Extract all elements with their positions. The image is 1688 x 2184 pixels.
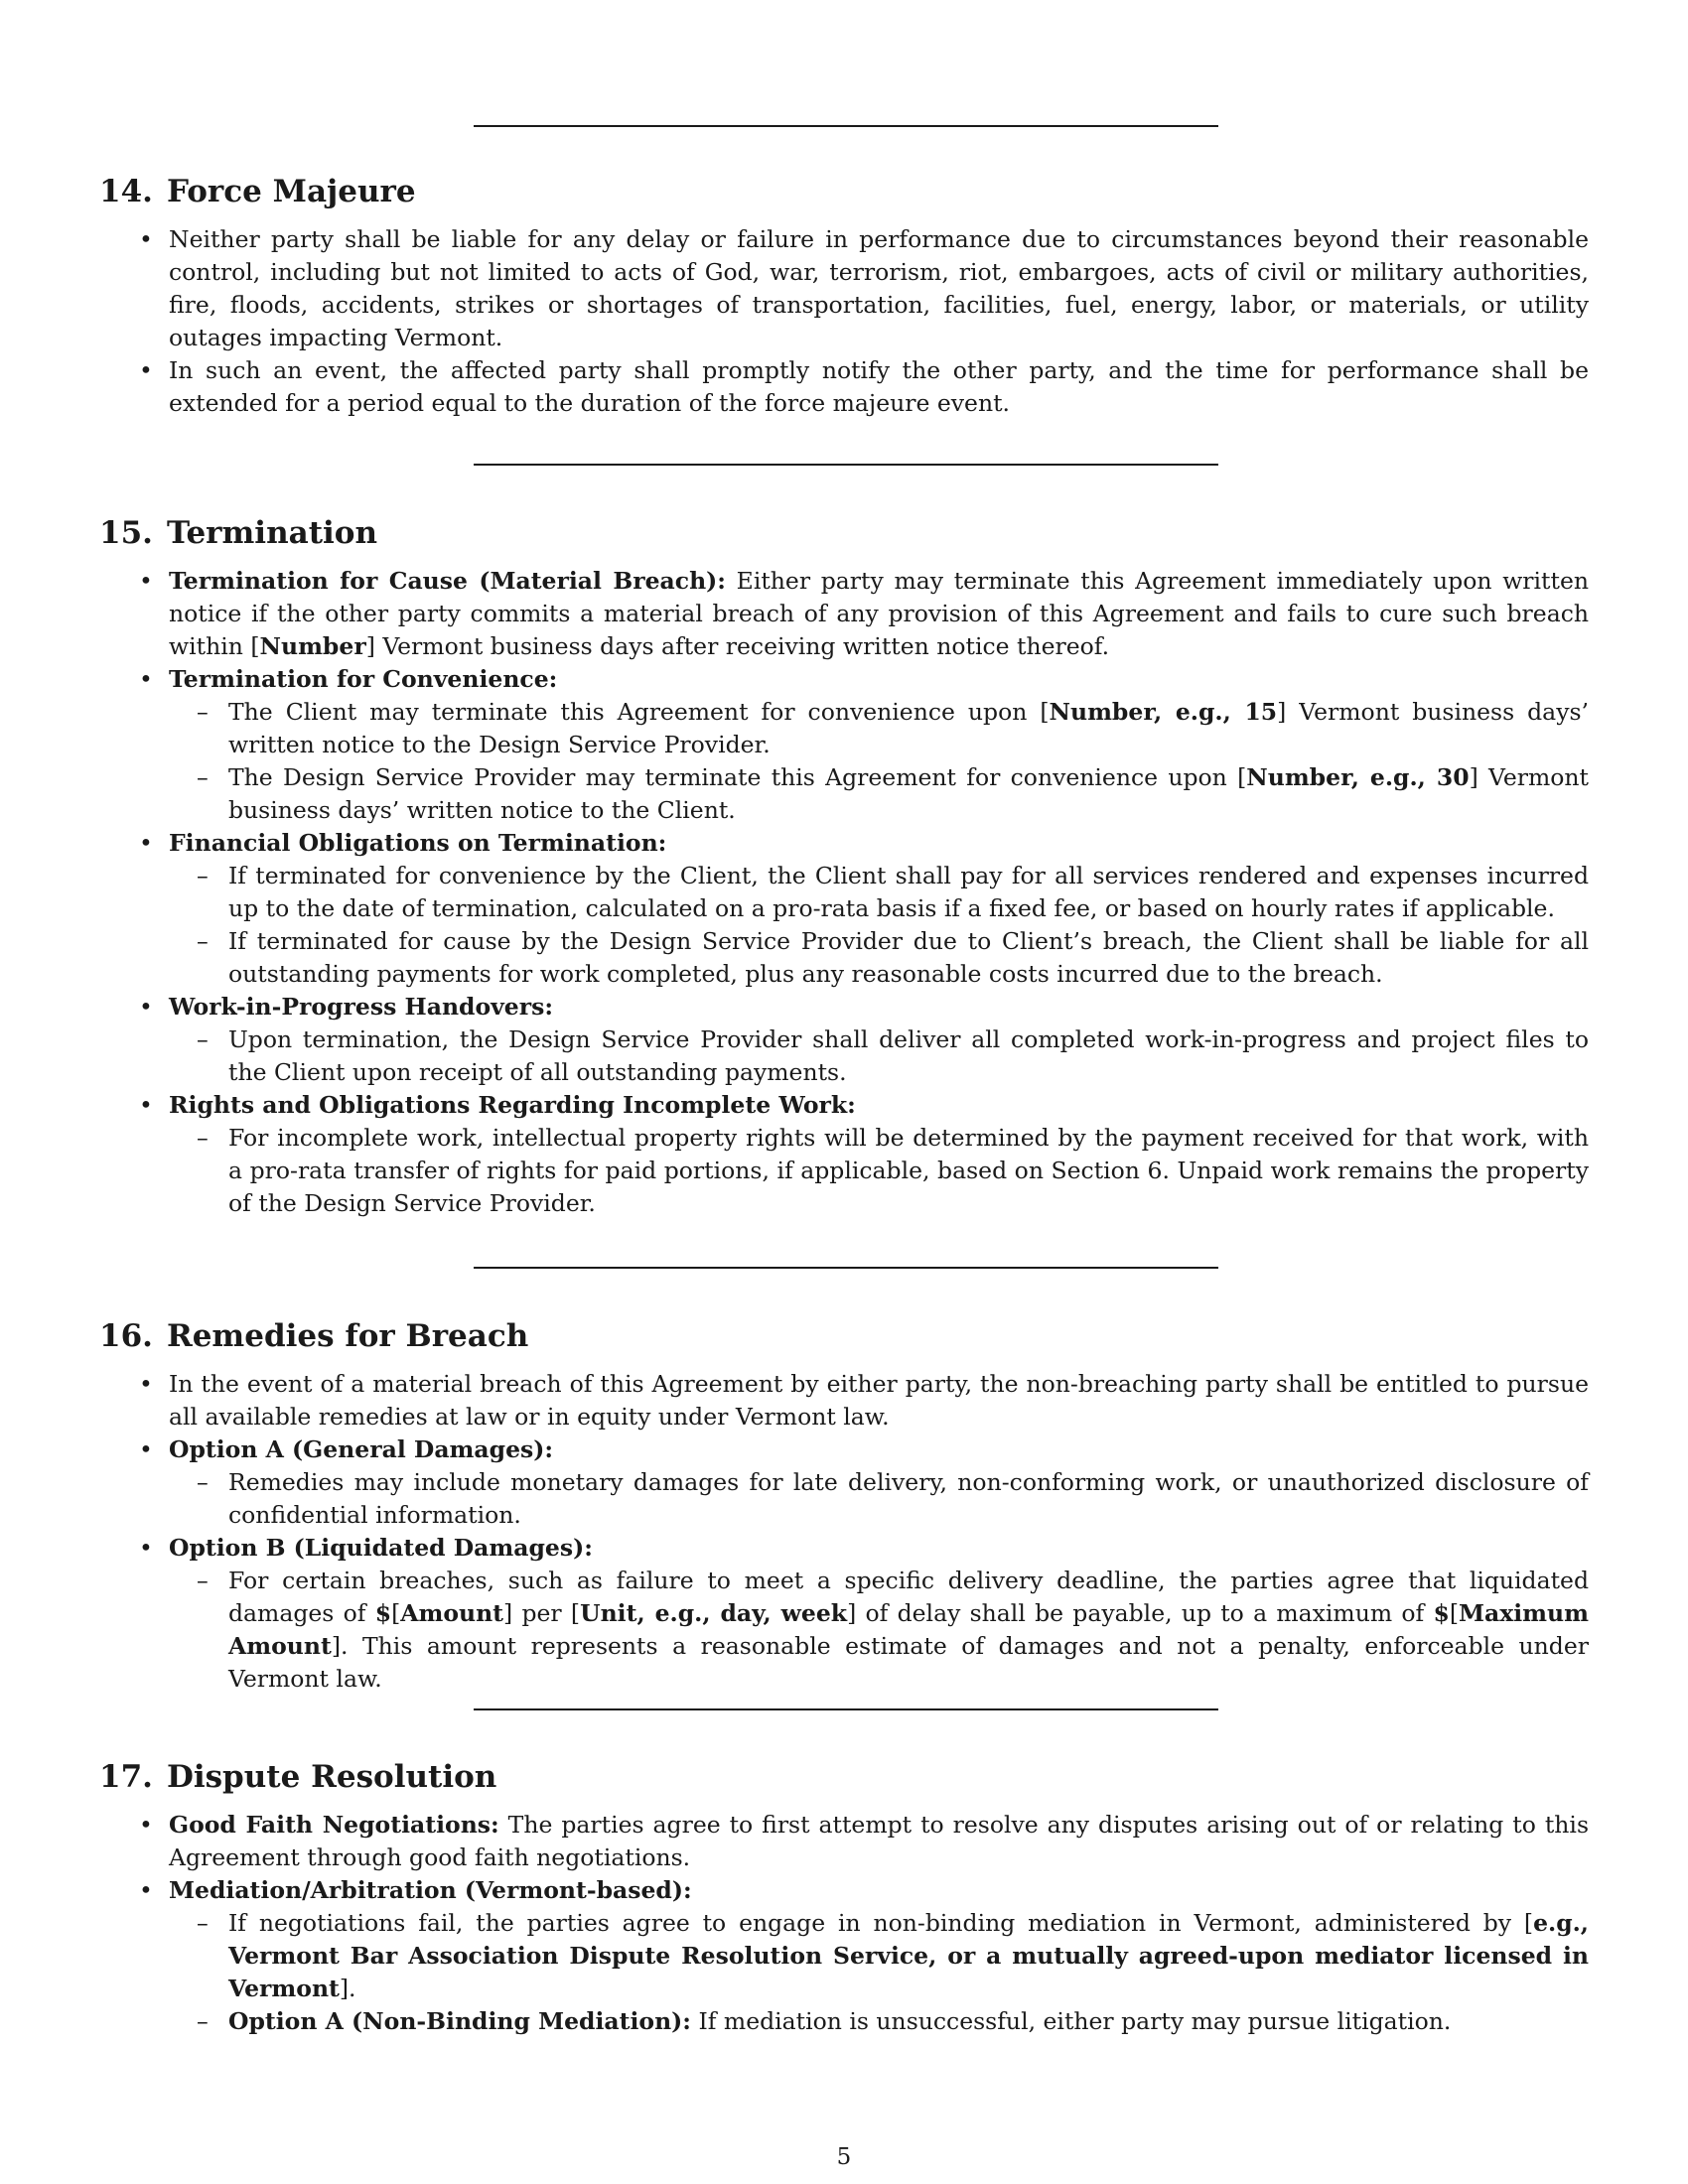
list-item: • Neither party shall be liable for any delay or failure in performance due to circumstances beyond their reasonable control, including but not limited to acts of God, war, terrorism, riot, embargoes, acts of civil or military authorities, fire, floods, accidents, strikes or shortages of transportation, facilities, fuel, energy, labor, or materials, or utility outages impacting Vermont. <box>139 225 1589 351</box>
section-divider <box>474 464 1218 466</box>
sub-list-item: – If terminated for convenience by the Client, the Client shall pay for all services rendered and expenses incurred up to the date of termination, calculated on a pro-rata basis if a fixed fee, or based on hourly rates if applicable. <box>197 862 1589 922</box>
section-remedies <box>99 1316 1589 1696</box>
section-termination <box>99 513 1589 1220</box>
sub-list-item: – The Design Service Provider may terminate this Agreement for convenience upon [Number, e.g., 30] Vermont business days’ written notice to the Client. <box>197 763 1589 824</box>
list-item: • Rights and Obligations Regarding Incomplete Work: – For incomplete work, intellectual property rights will be determined by the payment received for that work, with a pro-rata transfer of rights for paid portions, if applicable, based on Section 6. Unpaid work remains the property of the Design Service Provider. <box>99 1089 1589 1220</box>
section-divider <box>474 1267 1218 1269</box>
list-item: • In such an event, the affected party shall promptly notify the other party, and the time for performance shall be extended for a period equal to the duration of the force majeure event. <box>139 356 1589 417</box>
list-item: • Work-in-Progress Handovers: – Upon termination, the Design Service Provider shall deliver all completed work-in-progress and project files to the Client upon receipt of all outstanding payments. <box>99 991 1589 1089</box>
section-heading: 15. Termination <box>99 515 378 551</box>
list-item: • In the event of a material breach of this Agreement by either party, the non-breaching party shall be entitled to pursue all available remedies at law or in equity under Vermont law. <box>139 1370 1589 1431</box>
list-item: • Option A (General Damages): – Remedies may include monetary damages for late delivery, non-conforming work, or unauthorized disclosure of confidential information. <box>99 1433 1589 1532</box>
list-item: • Mediation/Arbitration (Vermont-based): – If negotiations fail, the parties agree to engage in non-binding mediation in Vermont, administered by [e.g., Vermont Bar Association Dispute Resolution Service, or a mutually agreed-upon mediator licensed in Vermont]. – Option A (Non-Binding Mediation): If mediation is unsuccessful, either party may pursue litigation. <box>99 1874 1589 2038</box>
list-item: • Termination for Convenience: – The Client may terminate this Agreement for convenience upon [Number, e.g., 15] Vermont business days’ written notice to the Design Service Provider. – The Design Service Provider may terminate this Agreement for convenience upon [Number, e.g., 30] Vermont business days’ written notice to the Client. <box>99 663 1589 827</box>
sub-list-item: – Upon termination, the Design Service Provider shall deliver all completed work-in-progress and project files to the Client upon receipt of all outstanding payments. <box>197 1025 1589 1086</box>
sub-list-item: – Remedies may include monetary damages for late delivery, non-conforming work, or unauthorized disclosure of confidential information. <box>197 1468 1589 1529</box>
sub-list-item: – The Client may terminate this Agreement for convenience upon [Number, e.g., 15] Vermont business days’ written notice to the Design Service Provider. <box>197 698 1589 758</box>
section-divider <box>474 125 1218 127</box>
section-heading: 14. Force Majeure <box>99 174 416 209</box>
section-divider <box>474 1708 1218 1710</box>
sub-list-item: – For incomplete work, intellectual property rights will be determined by the payment received for that work, with a pro-rata transfer of rights for paid portions, if applicable, based on Section 6. Unpaid work remains the property of the Design Service Provider. <box>197 1124 1589 1217</box>
list-item: • Financial Obligations on Termination: – If terminated for convenience by the Client, the Client shall pay for all services rendered and expenses incurred up to the date of termination, calculated on a pro-rata basis if a fixed fee, or based on hourly rates if applicable. – If terminated for cause by the Design Service Provider due to Client’s breach, the Client shall be liable for all outstanding payments for work completed, plus any reasonable costs incurred due to the breach. <box>99 827 1589 991</box>
section-heading: 16. Remedies for Breach <box>99 1318 529 1354</box>
sub-list-item: – If terminated for cause by the Design Service Provider due to Client’s breach, the Client shall be liable for all outstanding payments for work completed, plus any reasonable costs incurred due to the breach. <box>197 927 1589 988</box>
section-dispute-resolution <box>99 1757 1589 2038</box>
page-number: 5 <box>836 2144 852 2170</box>
list-item: • Termination for Cause (Material Breach): Either party may terminate this Agreement immediately upon written notice if the other party commits a material breach of any provision of this Agreement and fails to cure such breach within [Number] Vermont business days after receiving written notice thereof. <box>139 567 1589 660</box>
section-heading: 17. Dispute Resolution <box>99 1759 497 1795</box>
sub-list-item: – If negotiations fail, the parties agree to engage in non-binding mediation in Vermont, administered by [e.g., Vermont Bar Association Dispute Resolution Service, or a mutually agreed-upon mediator licensed in Vermont]. <box>197 1909 1589 2002</box>
list-item: • Good Faith Negotiations: The parties agree to first attempt to resolve any disputes arising out of or relating to this Agreement through good faith negotiations. <box>139 1811 1590 1871</box>
section-force-majeure <box>99 172 1589 420</box>
sub-list-item: – Option A (Non-Binding Mediation): If mediation is unsuccessful, either party may pursue litigation. <box>197 2007 1452 2035</box>
sub-list-item: – For certain breaches, such as failure to meet a specific delivery deadline, the parties agree that liquidated damages of $[Amount] per [Unit, e.g., day, week] of delay shall be payable, up to a maximum of $[Maximum Amount]. This amount represents a reasonable estimate of damages and not a penalty, enforceable under Vermont law. <box>197 1567 1589 1693</box>
list-item: • Option B (Liquidated Damages): – For certain breaches, such as failure to meet a specific delivery deadline, the parties agree that liquidated damages of $[Amount] per [Unit, e.g., day, week] of delay shall be payable, up to a maximum of $[Maximum Amount]. This amount represents a reasonable estimate of damages and not a penalty, enforceable under Vermont law. <box>99 1532 1589 1696</box>
